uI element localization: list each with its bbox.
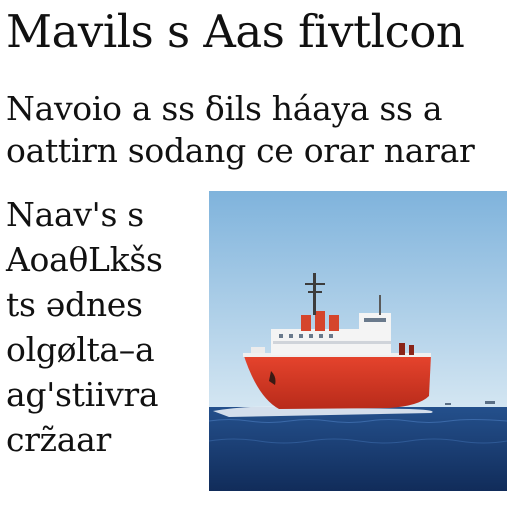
column-line-1: Naav's s	[6, 195, 144, 234]
lead-line-1: Navoio a ss δils háaya ss a	[6, 89, 443, 128]
column-line-2: AoaθLkšs	[6, 240, 163, 279]
headline: Mavils s Aas fivtlcon	[6, 5, 465, 58]
column-line-4: olgølta–a	[6, 330, 155, 369]
column-line-6: crz̃aar	[6, 420, 111, 459]
column-line-3: ts ədnes	[6, 285, 143, 324]
body-column	[6, 192, 202, 462]
column-line-5: ag'stiivra	[6, 375, 159, 414]
ship-photo	[209, 191, 507, 491]
ship-photo-illustration	[209, 191, 507, 491]
lead-paragraph	[6, 88, 506, 172]
lead-line-2: oattirn sodang ce orar narar	[6, 131, 475, 170]
